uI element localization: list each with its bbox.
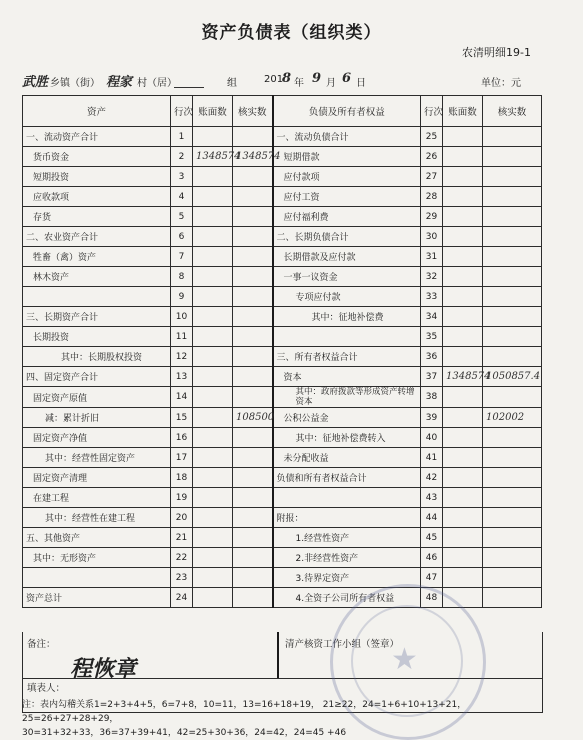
asset-name: 牲畜（禽）资产 (23, 247, 171, 267)
table-row (23, 367, 542, 387)
asset-verified-value (233, 347, 273, 367)
table-row (23, 408, 542, 428)
liability-book-value (443, 347, 483, 367)
asset-line: 11 (171, 327, 193, 347)
asset-line: 17 (171, 448, 193, 468)
table-row (23, 127, 542, 147)
asset-book-value (193, 367, 233, 387)
liability-verified-value (483, 428, 542, 448)
table-row (23, 287, 542, 307)
asset-verified-value (233, 387, 273, 408)
asset-name: 应收款项 (23, 187, 171, 207)
liability-line: 37 (421, 367, 443, 387)
month-label: 月 (326, 78, 336, 89)
liability-verified-value (483, 267, 542, 287)
unit-label: 单位：元 (481, 78, 521, 89)
asset-line: 14 (171, 387, 193, 408)
liability-name: 应付福利费 (273, 207, 421, 227)
liability-verified-value: 1050857.4 (483, 367, 542, 387)
liability-verified-value (483, 568, 542, 588)
asset-name: 减：累计折旧 (23, 408, 171, 428)
liability-line: 38 (421, 387, 443, 408)
asset-book-value (193, 548, 233, 568)
liability-book-value (443, 287, 483, 307)
liability-verified-value (483, 548, 542, 568)
note-line-2: 30=31+32+33，36=37+39+41，42=25+30+36，24=42，24=45 +46 (22, 728, 347, 738)
table-row (23, 247, 542, 267)
liability-verified-value (483, 287, 542, 307)
location-date-line (22, 71, 542, 90)
liability-verified-value (483, 127, 542, 147)
liability-name: 二、长期负债合计 (273, 227, 421, 247)
liability-verified-value (483, 347, 542, 367)
group-underline (174, 87, 204, 88)
table-row (23, 387, 542, 408)
filler-label: 填表人： (27, 683, 66, 694)
liability-line: 36 (421, 347, 443, 367)
table-row (23, 448, 542, 468)
asset-verified-value (233, 307, 273, 327)
asset-line: 24 (171, 588, 193, 608)
asset-verified-value (233, 508, 273, 528)
reconciliation-note (22, 698, 562, 740)
col-liability: 负债及所有者权益 (273, 96, 421, 127)
liability-name: 公积公益金 (273, 408, 421, 428)
asset-verified-value (233, 207, 273, 227)
liability-name: 附报： (273, 508, 421, 528)
col-line-right: 行次 (421, 96, 443, 127)
asset-name: 其中：无形资产 (23, 548, 171, 568)
year-label: 年 (294, 78, 304, 89)
liability-name: 2.非经营性资产 (273, 548, 421, 568)
asset-verified-value (233, 287, 273, 307)
asset-line: 18 (171, 468, 193, 488)
col-line: 行次 (171, 96, 193, 127)
liability-verified-value (483, 247, 542, 267)
asset-verified-value (233, 267, 273, 287)
liability-verified-value (483, 488, 542, 508)
asset-book-value (193, 127, 233, 147)
liability-book-value (443, 227, 483, 247)
asset-book-value (193, 387, 233, 408)
liability-line: 26 (421, 147, 443, 167)
asset-name: 固定资产原值 (23, 387, 171, 408)
liability-book-value (443, 448, 483, 468)
asset-name: 四、固定资产合计 (23, 367, 171, 387)
liability-line: 29 (421, 207, 443, 227)
liability-book-value (443, 468, 483, 488)
asset-line: 16 (171, 428, 193, 448)
liability-book-value (443, 147, 483, 167)
day-label: 日 (356, 78, 366, 89)
liability-name: 专项应付款 (273, 287, 421, 307)
asset-name: 长期投资 (23, 327, 171, 347)
col-book-value-right: 账面数 (443, 96, 483, 127)
asset-line: 2 (171, 147, 193, 167)
table-row (23, 508, 542, 528)
asset-line: 6 (171, 227, 193, 247)
asset-book-value (193, 428, 233, 448)
table-row (23, 548, 542, 568)
table-row (23, 147, 542, 167)
liability-line: 28 (421, 187, 443, 207)
asset-line: 1 (171, 127, 193, 147)
township-handwritten: 武胜 (22, 75, 49, 90)
footer-divider (277, 632, 279, 678)
liability-book-value (443, 548, 483, 568)
liability-book-value (443, 207, 483, 227)
asset-name: 在建工程 (23, 488, 171, 508)
asset-name: 存货 (23, 207, 171, 227)
asset-book-value (193, 187, 233, 207)
liability-line: 42 (421, 468, 443, 488)
table-header-row (23, 96, 542, 127)
asset-name: 短期投资 (23, 167, 171, 187)
liability-name: 未分配收益 (273, 448, 421, 468)
liability-book-value (443, 307, 483, 327)
liability-name (273, 488, 421, 508)
liability-book-value (443, 408, 483, 428)
col-verified-value-right: 核实数 (483, 96, 542, 127)
col-verified-value: 核实数 (233, 96, 273, 127)
asset-name (23, 287, 171, 307)
asset-verified-value (233, 588, 273, 608)
table-row (23, 468, 542, 488)
asset-line: 12 (171, 347, 193, 367)
liability-book-value (443, 387, 483, 408)
table-row (23, 267, 542, 287)
table-row (23, 428, 542, 448)
liability-line: 25 (421, 127, 443, 147)
asset-book-value (193, 167, 233, 187)
table-row (23, 347, 542, 367)
liability-line: 33 (421, 287, 443, 307)
asset-name: 货币资金 (23, 147, 171, 167)
village-handwritten: 程家 (106, 75, 133, 90)
liability-line: 44 (421, 508, 443, 528)
asset-name: 固定资产清理 (23, 468, 171, 488)
asset-verified-value (233, 448, 273, 468)
asset-name (23, 568, 171, 588)
asset-name: 五、其他资产 (23, 528, 171, 548)
asset-verified-value (233, 568, 273, 588)
table-row (23, 488, 542, 508)
asset-name: 林木资产 (23, 267, 171, 287)
liability-book-value (443, 187, 483, 207)
asset-book-value (193, 468, 233, 488)
document-title: 资产负债表（组织类） (201, 23, 382, 43)
liability-name (273, 327, 421, 347)
liability-book-value (443, 327, 483, 347)
liability-name: 3.待界定资产 (273, 568, 421, 588)
liability-book-value (443, 568, 483, 588)
liability-line: 43 (421, 488, 443, 508)
asset-line: 23 (171, 568, 193, 588)
liability-line: 32 (421, 267, 443, 287)
liability-name: 资本 (273, 367, 421, 387)
liability-name: 长期借款及应付款 (273, 247, 421, 267)
asset-line: 5 (171, 207, 193, 227)
liability-book-value (443, 267, 483, 287)
liability-line: 34 (421, 307, 443, 327)
asset-line: 7 (171, 247, 193, 267)
asset-verified-value (233, 227, 273, 247)
liability-name: 一事一议资金 (273, 267, 421, 287)
asset-line: 9 (171, 287, 193, 307)
asset-book-value (193, 227, 233, 247)
asset-name: 其中：经营性在建工程 (23, 508, 171, 528)
confirm-label: 清产核资工作小组（签章） (285, 639, 400, 650)
table-row (23, 327, 542, 347)
asset-verified-value (233, 327, 273, 347)
liability-verified-value (483, 167, 542, 187)
table-row (23, 307, 542, 327)
asset-verified-value (233, 167, 273, 187)
asset-verified-value (233, 468, 273, 488)
asset-name: 其中：长期股权投资 (23, 347, 171, 367)
liability-name: 其中：政府拨款等形成资产转增资本 (273, 387, 421, 408)
liability-verified-value (483, 207, 542, 227)
asset-name: 二、农业资产合计 (23, 227, 171, 247)
liability-line: 47 (421, 568, 443, 588)
liability-verified-value (483, 307, 542, 327)
asset-verified-value (233, 247, 273, 267)
asset-book-value (193, 408, 233, 428)
liability-line: 41 (421, 448, 443, 468)
asset-book-value (193, 508, 233, 528)
asset-book-value (193, 448, 233, 468)
asset-book-value: 1348574 (193, 147, 233, 167)
col-asset: 资产 (23, 96, 171, 127)
liability-name: 应付款项 (273, 167, 421, 187)
col-book-value: 账面数 (193, 96, 233, 127)
liability-name: 短期借款 (273, 147, 421, 167)
asset-line: 8 (171, 267, 193, 287)
asset-line: 21 (171, 528, 193, 548)
asset-name: 资产总计 (23, 588, 171, 608)
asset-book-value (193, 488, 233, 508)
liability-book-value (443, 127, 483, 147)
liability-verified-value (483, 588, 542, 608)
asset-book-value (193, 347, 233, 367)
liability-line: 30 (421, 227, 443, 247)
asset-line: 22 (171, 548, 193, 568)
liability-book-value (443, 428, 483, 448)
asset-line: 15 (171, 408, 193, 428)
asset-line: 13 (171, 367, 193, 387)
year-handwritten: 8 (282, 71, 292, 86)
asset-verified-value (233, 428, 273, 448)
seal-star-icon: ★ (391, 642, 418, 677)
liability-book-value (443, 528, 483, 548)
asset-line: 4 (171, 187, 193, 207)
asset-verified-value (233, 187, 273, 207)
liability-verified-value (483, 147, 542, 167)
liability-line: 35 (421, 327, 443, 347)
filler-signature: 程恢章 (70, 656, 137, 682)
asset-name: 三、长期资产合计 (23, 307, 171, 327)
liability-name: 4.全资子公司所有者权益 (273, 588, 421, 608)
asset-book-value (193, 588, 233, 608)
asset-name: 其中：经营性固定资产 (23, 448, 171, 468)
asset-book-value (193, 247, 233, 267)
liability-verified-value: 102002 (483, 408, 542, 428)
remark-label: 备注： (27, 639, 56, 650)
balance-sheet-table (22, 95, 542, 608)
table-row (23, 227, 542, 247)
asset-verified-value: 108500 (233, 408, 273, 428)
asset-verified-value (233, 528, 273, 548)
asset-verified-value (233, 127, 273, 147)
township-label: 乡镇（街） (50, 78, 100, 89)
table-row (23, 528, 542, 548)
table-row (23, 207, 542, 227)
asset-line: 19 (171, 488, 193, 508)
liability-name: 1.经营性资产 (273, 528, 421, 548)
liability-line: 45 (421, 528, 443, 548)
liability-verified-value (483, 187, 542, 207)
liability-line: 31 (421, 247, 443, 267)
asset-book-value (193, 287, 233, 307)
asset-book-value (193, 568, 233, 588)
liability-verified-value (483, 448, 542, 468)
asset-verified-value: 1348574 (233, 147, 273, 167)
table-row (23, 167, 542, 187)
liability-verified-value (483, 227, 542, 247)
asset-book-value (193, 327, 233, 347)
table-row (23, 588, 542, 608)
liability-book-value (443, 488, 483, 508)
liability-verified-value (483, 528, 542, 548)
liability-book-value (443, 247, 483, 267)
asset-line: 20 (171, 508, 193, 528)
group-label: 组 (227, 78, 237, 89)
asset-verified-value (233, 488, 273, 508)
asset-verified-value (233, 367, 273, 387)
asset-line: 3 (171, 167, 193, 187)
liability-verified-value (483, 327, 542, 347)
asset-verified-value (233, 548, 273, 568)
day-handwritten: 6 (342, 71, 352, 86)
asset-book-value (193, 307, 233, 327)
liability-line: 46 (421, 548, 443, 568)
liability-line: 39 (421, 408, 443, 428)
asset-name: 一、流动资产合计 (23, 127, 171, 147)
form-number: 农清明细19-1 (462, 46, 531, 59)
liability-verified-value (483, 468, 542, 488)
liability-name: 一、流动负债合计 (273, 127, 421, 147)
liability-verified-value (483, 387, 542, 408)
note-line-1: 注：表内勾稽关系1=2+3+4+5，6=7+8，10=11，13=16+18+19， 21≥22，24=1+6+10+13+21，25=26+27+28+29， (22, 700, 467, 724)
liability-line: 40 (421, 428, 443, 448)
month-handwritten: 9 (312, 71, 322, 86)
asset-book-value (193, 207, 233, 227)
liability-book-value (443, 508, 483, 528)
liability-verified-value (483, 508, 542, 528)
liability-line: 48 (421, 588, 443, 608)
liability-name: 其中：征地补偿费 (273, 307, 421, 327)
table-row (23, 187, 542, 207)
liability-name: 其中：征地补偿费转入 (273, 428, 421, 448)
liability-book-value: 1348574 (443, 367, 483, 387)
liability-name: 应付工资 (273, 187, 421, 207)
liability-name: 负债和所有者权益合计 (273, 468, 421, 488)
village-label: 村（居） (137, 78, 177, 89)
liability-line: 27 (421, 167, 443, 187)
asset-line: 10 (171, 307, 193, 327)
asset-book-value (193, 267, 233, 287)
liability-name: 三、所有者权益合计 (273, 347, 421, 367)
year-prefix: 201 (264, 74, 284, 85)
table-row (23, 568, 542, 588)
asset-name: 固定资产净值 (23, 428, 171, 448)
asset-book-value (193, 528, 233, 548)
liability-book-value (443, 167, 483, 187)
